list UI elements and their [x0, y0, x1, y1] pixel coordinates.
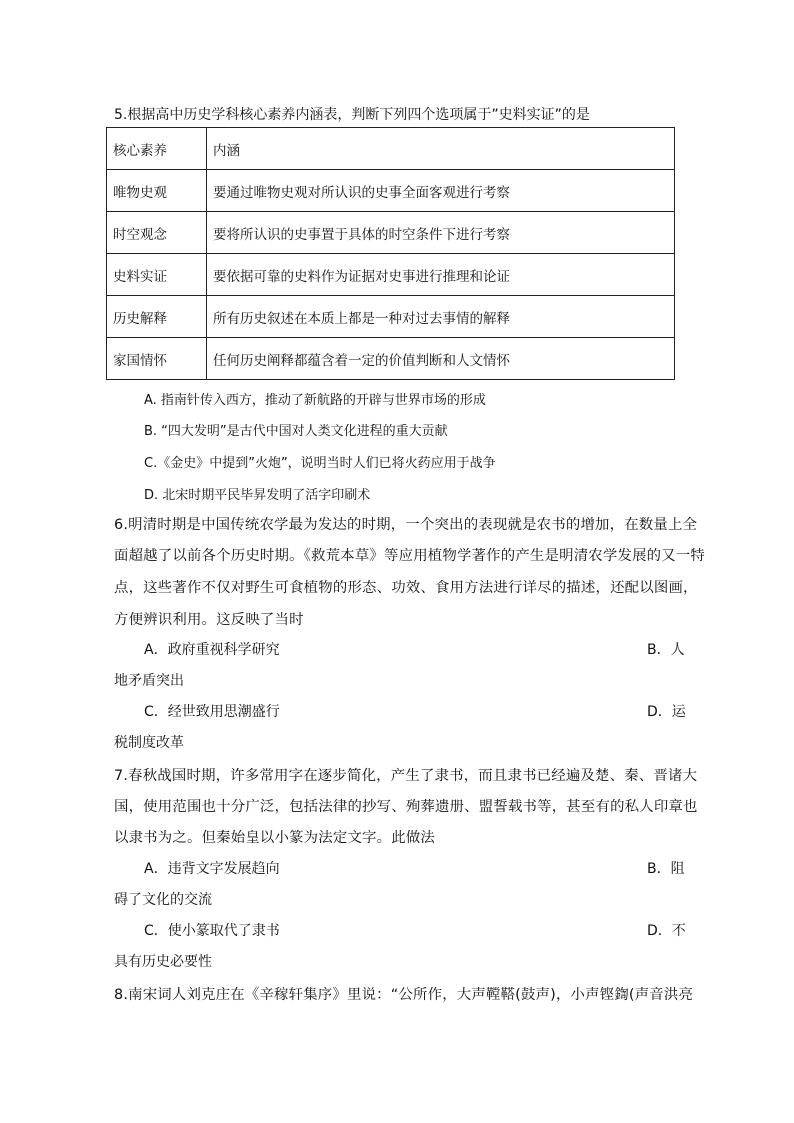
q8-line: 8.南宋词人刘克庄在《辛稼轩集序》里说：“公所作，大声鞺鞳(鼓声)，小声铿鍧(声音洪亮 [114, 987, 694, 1003]
q6-option-d: D．运 [647, 704, 686, 720]
table-cell: 所有历史叙述在本质上都是一种对过去事情的解释 [207, 296, 675, 338]
table-header-cell: 内涵 [207, 128, 675, 170]
table-row [107, 254, 675, 296]
table-row [107, 170, 675, 212]
table-row [107, 212, 675, 254]
table-row [107, 338, 675, 380]
core-literacy-table [106, 127, 675, 380]
q7-option-a: A．违背文字发展趋向 [144, 861, 280, 877]
table-cell: 要依据可靠的史料作为证据对史事进行推理和论证 [207, 254, 675, 296]
q7-option-d: D．不 [647, 923, 686, 939]
q6-line: 6.明清时期是中国传统农学最为发达的时期，一个突出的表现就是农书的增加，在数量上全 [114, 517, 698, 533]
q6-line: 方便辨识利用。这反映了当时 [114, 612, 304, 628]
q5-option-c: C.《金史》中提到”火炮”，说明当时人们已将火药应用于战争 [144, 456, 496, 471]
q6-option-b-cont: 地矛盾突出 [114, 673, 184, 689]
q5-option-b: B. “四大发明”是古代中国对人类文化进程的重大贡献 [144, 424, 448, 439]
q6-option-a: A．政府重视科学研究 [144, 642, 280, 658]
q6-option-c: C．经世致用思潮盛行 [144, 704, 280, 720]
q7-option-c: C．使小篆取代了隶书 [144, 923, 280, 939]
q5-option-a: A. 指南针传入西方，推动了新航路的开辟与世界市场的形成 [144, 393, 486, 408]
table-cell: 时空观念 [107, 212, 207, 254]
table-cell: 历史解释 [107, 296, 207, 338]
table-cell: 史料实证 [107, 254, 207, 296]
q7-line: 国，使用范围也十分广泛，包括法律的抄写、殉葬遗册、盟誓载书等，甚至有的私人印章也 [114, 799, 698, 815]
table-cell: 要通过唯物史观对所认识的史事全面客观进行考察 [207, 170, 675, 212]
q6-option-d-cont: 税制度改革 [114, 735, 184, 751]
table-header-cell: 核心素养 [107, 128, 207, 170]
q7-line: 以隶书为之。但秦始皇以小篆为法定文字。此做法 [114, 830, 435, 846]
table-header-row [107, 128, 675, 170]
q7-option-b: B．阻 [647, 861, 685, 877]
table-cell: 家国情怀 [107, 338, 207, 380]
table-cell: 唯物史观 [107, 170, 207, 212]
table-cell: 要将所认识的史事置于具体的时空条件下进行考察 [207, 212, 675, 254]
table-row [107, 296, 675, 338]
q7-line: 7.春秋战国时期，许多常用字在逐步简化，产生了隶书，而且隶书已经遍及楚、秦、晋诸大 [114, 768, 698, 784]
q5-option-d: D. 北宋时期平民毕昇发明了活字印刷术 [144, 488, 371, 503]
q6-line: 面超越了以前各个历史时期。《救荒本草》等应用植物学著作的产生是明清农学发展的又一特 [114, 548, 706, 564]
q7-option-b-cont: 碍了文化的交流 [114, 892, 212, 908]
table-cell: 任何历史阐释都蕴含着一定的价值判断和人文情怀 [207, 338, 675, 380]
q7-option-d-cont: 具有历史必要性 [114, 954, 212, 970]
q6-line: 点，这些著作不仅对野生可食植物的形态、功效、食用方法进行详尽的描述，还配以图画， [114, 580, 698, 596]
q5-stem: 5.根据高中历史学科核心素养内涵表，判断下列四个选项属于”史料实证”的是 [114, 107, 590, 123]
q6-option-b: B．人 [647, 642, 685, 658]
